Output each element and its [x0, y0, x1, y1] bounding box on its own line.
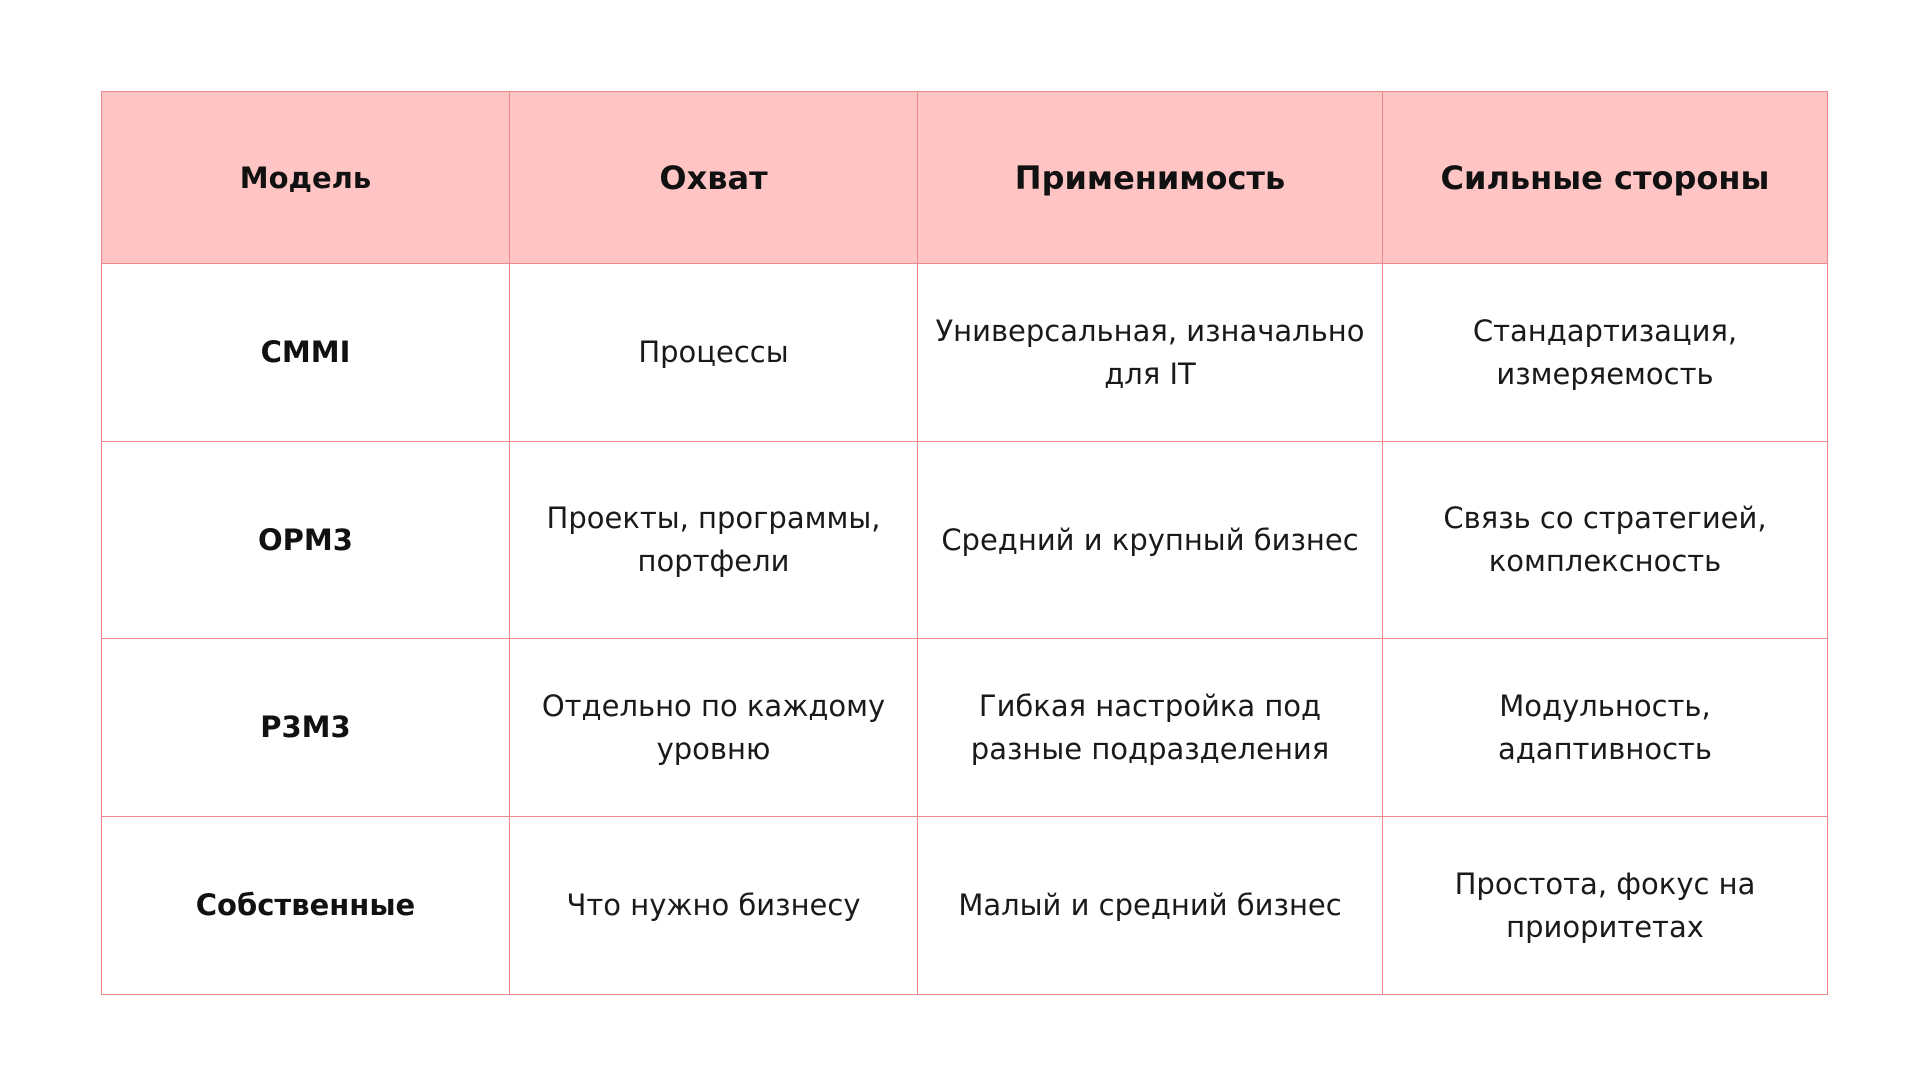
cell-applicability: Малый и средний бизнес	[918, 817, 1383, 995]
cell-model: P3M3	[102, 639, 510, 817]
header-strengths: Сильные стороны	[1383, 92, 1828, 264]
cell-strengths: Модульность, адаптивность	[1383, 639, 1828, 817]
cell-strengths: Простота, фокус на приоритетах	[1383, 817, 1828, 995]
header-model: Модель	[102, 92, 510, 264]
header-applicability: Применимость	[918, 92, 1383, 264]
header-scope: Охват	[510, 92, 918, 264]
table-row	[102, 817, 1828, 995]
cell-scope: Что нужно бизнесу	[510, 817, 918, 995]
cell-model: OPM3	[102, 442, 510, 639]
cell-applicability: Средний и крупный бизнес	[918, 442, 1383, 639]
comparison-table-container	[101, 91, 1827, 995]
table-header-row	[102, 92, 1828, 264]
cell-strengths: Стандартизация, измеряемость	[1383, 264, 1828, 442]
cell-model: CMMI	[102, 264, 510, 442]
cell-model: Собственные	[102, 817, 510, 995]
cell-scope: Отдельно по каждому уровню	[510, 639, 918, 817]
maturity-models-table	[101, 91, 1828, 995]
cell-applicability: Универсальная, изначально для IT	[918, 264, 1383, 442]
table-row	[102, 442, 1828, 639]
cell-applicability: Гибкая настройка под разные подразделения	[918, 639, 1383, 817]
cell-strengths: Связь со стратегией, комплексность	[1383, 442, 1828, 639]
table-row	[102, 639, 1828, 817]
cell-scope: Проекты, программы, портфели	[510, 442, 918, 639]
cell-scope: Процессы	[510, 264, 918, 442]
table-row	[102, 264, 1828, 442]
